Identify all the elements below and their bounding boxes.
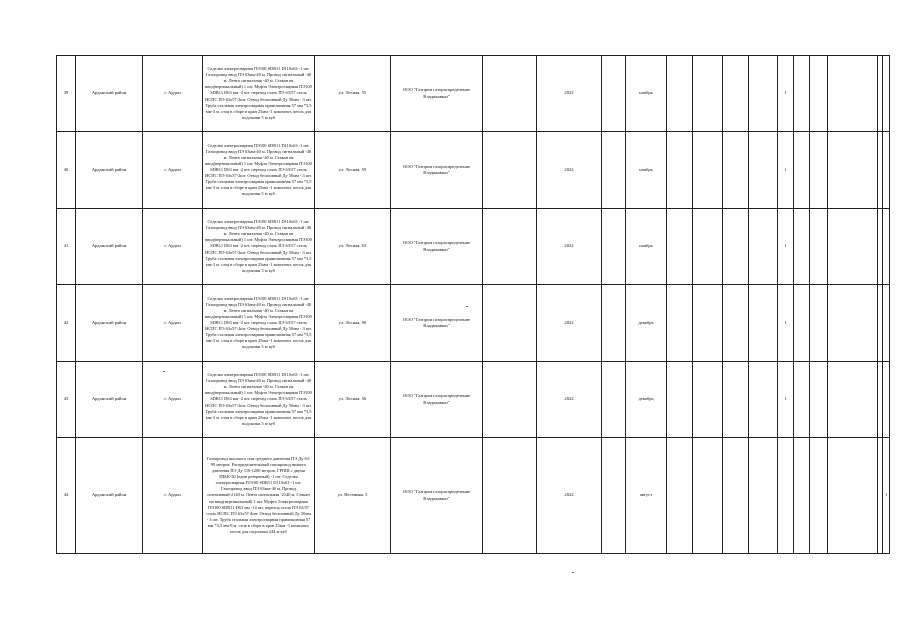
organization-cell: ООО "Газпром газораспределение Владикавказ": [391, 362, 483, 438]
count-cell: 1: [778, 362, 794, 438]
blank-cell: [602, 362, 626, 438]
district-cell: Ардонский район: [76, 132, 143, 209]
address-cell: ул. Лесная, 56: [315, 362, 391, 438]
count-cell: [810, 209, 828, 285]
count-cell: [883, 285, 890, 362]
count-cell: [667, 209, 693, 285]
count-cell: [693, 209, 723, 285]
row-number-cell: 44: [57, 438, 76, 554]
scan-speck: [466, 306, 468, 307]
count-cell: [723, 132, 749, 209]
month-cell: декабрь: [626, 362, 667, 438]
count-cell: [723, 209, 749, 285]
count-cell: [693, 362, 723, 438]
address-cell: ул. Лесная, 90: [315, 285, 391, 362]
count-cell: [693, 56, 723, 132]
count-cell: [723, 362, 749, 438]
count-cell: [749, 438, 778, 554]
count-cell: [778, 438, 794, 554]
work-description-cell: Седелка электросварная ПЭ100 SDR11 D110х63 -1 шт. Газопровод ввод ПЭ 63мм-40 м. Провод сигнальный -40 м. Лента сигнальная -40 м. Стакан на ввод(вертикальный) 1 шт. Муфта Электросварная ПЭ100 SDR11 D63 мм -2 шт. переход сталь ПЭ 63/57 сталь НСПС ПЭ 63х57-2шт. Отвод бесшовный Ду 50мм - 3 шт. Труба стальная электросварная прямошовная 57 мм *3,5 мм-3 м. стоя в сборе в кран 25мм -1 комплект, песок для подсыпки 5 м куб: [203, 132, 315, 209]
count-cell: [810, 438, 828, 554]
address-cell: ул. Лесная, 63: [315, 209, 391, 285]
count-cell: [794, 438, 810, 554]
count-cell: [667, 56, 693, 132]
count-cell: [810, 56, 828, 132]
work-description-cell: Газопровод высокого или среднего давления ПЭ Ду 63- 99 метров. Распределительный газопровод низкого давления ПЭ Ду 110-1200 метров. ГРПШ с двумя РДБК-50 (один резервный) -1 шт. Седелка электросварная ПЭ100 SDR11 D110х63 -1 шт. Газопровод ввод ПЭ 63мм-40 м. Провод сигнальный-2140 м. Лента сигнальная -2140 м. Стакан на ввод(вертикальный) 1 шт. Муфта Электросварная ПЭ100 SDR11 D63 мм -14 шт. переход сталь ПЭ 63/57 сталь НСПС ПЭ 63х57-4шт. Отвод бесшовный Ду 50мм - 3 шт. Труба стальная электросварная прямошовная 57 мм *3,5 мм-9 м. стоя в сборе в кран 25мм -1 комплект, песок для подсыпки 244 м куб: [203, 438, 315, 554]
row-number-cell: 40: [57, 132, 76, 209]
year-cell: 2022: [537, 438, 602, 554]
count-cell: [810, 285, 828, 362]
scan-speck: [163, 371, 165, 372]
count-cell: [749, 209, 778, 285]
count-cell: [749, 132, 778, 209]
blank-cell: [602, 132, 626, 209]
count-cell: 1: [778, 209, 794, 285]
work-description-cell: Седелка электросварная ПЭ100 SDR11 D110х63 -1 шт. Газопровод ввод ПЭ 63мм-40 м. Провод сигнальный -40 м. Лента сигнальная -40 м. Стакан на ввод(вертикальный) 1 шт. Муфта Электросварная ПЭ100 SDR11 D63 мм -2 шт. переход сталь ПЭ 63/57 сталь НСПС ПЭ 63х57-2шт. Отвод бесшовный Ду 50мм - 3 шт. Труба стальная электросварная прямошовная 57 мм *3,5 мм-3 м. стоя в сборе в кран 25мм -1 комплект, песок для подсыпки 5 м куб: [203, 362, 315, 438]
row-number-cell: 42: [57, 285, 76, 362]
year-cell: 2022: [537, 132, 602, 209]
count-cell: 1: [778, 56, 794, 132]
blank-cell: [483, 56, 537, 132]
count-cell: [693, 132, 723, 209]
count-cell: [723, 285, 749, 362]
count-cell: [810, 132, 828, 209]
row-number-cell: 39: [57, 56, 76, 132]
count-cell: [828, 56, 878, 132]
month-cell: август: [626, 438, 667, 554]
count-cell: [723, 438, 749, 554]
count-cell: 1: [778, 132, 794, 209]
district-cell: Ардонский район: [76, 209, 143, 285]
count-cell: [749, 362, 778, 438]
count-cell: [828, 285, 878, 362]
blank-cell: [602, 56, 626, 132]
count-cell: [794, 209, 810, 285]
row-number-cell: 41: [57, 209, 76, 285]
address-cell: ул. Лесная, 59: [315, 132, 391, 209]
work-description-cell: Седелка электросварная ПЭ100 SDR11 D110х63 -1 шт. Газопровод ввод ПЭ 63мм-40 м. Провод сигнальный -40 м. Лента сигнальная -40 м. Стакан на ввод(вертикальный) 1 шт. Муфта Электросварная ПЭ100 SDR11 D63 мм -2 шт. переход сталь ПЭ 63/57 сталь НСПС ПЭ 63х57-2шт. Отвод бесшовный Ду 50мм - 3 шт. Труба стальная электросварная прямошовная 57 мм *3,5 мм-3 м. стоя в сборе в кран 25мм -1 комплект, песок для подсыпки 5 м куб: [203, 285, 315, 362]
count-cell: [794, 132, 810, 209]
table-row: [57, 362, 890, 438]
table-row: [57, 438, 890, 554]
blank-cell: [602, 285, 626, 362]
count-cell: 1: [883, 438, 890, 554]
city-cell: г. Ардон: [143, 438, 203, 554]
count-cell: [667, 285, 693, 362]
table-row: [57, 132, 890, 209]
district-cell: Ардонский район: [76, 285, 143, 362]
count-cell: [828, 438, 878, 554]
blank-cell: [602, 438, 626, 554]
count-cell: [794, 285, 810, 362]
count-cell: [794, 362, 810, 438]
scan-speck: [572, 572, 574, 573]
year-cell: 2022: [537, 362, 602, 438]
blank-cell: [483, 362, 537, 438]
address-cell: ул. Лесная, 55: [315, 56, 391, 132]
district-cell: Ардонский район: [76, 362, 143, 438]
table-row: [57, 285, 890, 362]
city-cell: г. Ардон: [143, 56, 203, 132]
organization-cell: ООО "Газпром газораспределение Владикавказ": [391, 209, 483, 285]
count-cell: [810, 362, 828, 438]
count-cell: [883, 362, 890, 438]
count-cell: [667, 132, 693, 209]
count-cell: [749, 56, 778, 132]
count-cell: [883, 56, 890, 132]
row-number-cell: 43: [57, 362, 76, 438]
work-description-cell: Седелка электросварная ПЭ100 SDR11 D110х63 -1 шт. Газопровод ввод ПЭ 63мм-40 м. Провод сигнальный -40 м. Лента сигнальная -40 м. Стакан на ввод(вертикальный) 1 шт. Муфта Электросварная ПЭ100 SDR11 D63 мм -2 шт. переход сталь ПЭ 63/57 сталь НСПС ПЭ 63х57-2шт. Отвод бесшовный Ду 50мм - 3 шт. Труба стальная электросварная прямошовная 57 мм *3,5 мм-3 м. стоя в сборе в кран 25мм -1 комплект, песок для подсыпки 5 м куб: [203, 56, 315, 132]
blank-cell: [483, 209, 537, 285]
organization-cell: ООО "Газпром газораспределение Владикавказ": [391, 285, 483, 362]
city-cell: г. Ардон: [143, 285, 203, 362]
count-cell: [693, 438, 723, 554]
month-cell: ноябрь: [626, 56, 667, 132]
count-cell: [667, 362, 693, 438]
table-row: [57, 209, 890, 285]
works-table: [56, 55, 890, 554]
count-cell: [794, 56, 810, 132]
city-cell: г. Ардон: [143, 132, 203, 209]
count-cell: [749, 285, 778, 362]
month-cell: ноябрь: [626, 132, 667, 209]
count-cell: [883, 209, 890, 285]
address-cell: ул. Весенняя, 5: [315, 438, 391, 554]
work-description-cell: Седелка электросварная ПЭ100 SDR11 D110х63 -1 шт. Газопровод ввод ПЭ 63мм-40 м. Провод сигнальный -40 м. Лента сигнальная -40 м. Стакан на ввод(вертикальный) 1 шт. Муфта Электросварная ПЭ100 SDR11 D63 мм -2 шт. переход сталь ПЭ 63/57 сталь НСПС ПЭ 63х57-2шт. Отвод бесшовный Ду 50мм - 3 шт. Труба стальная электросварная прямошовная 57 мм *3,5 мм-3 м. стоя в сборе в кран 25мм -1 комплект, песок для подсыпки 5 м куб: [203, 209, 315, 285]
organization-cell: ООО "Газпром газораспределение Владикавказ": [391, 438, 483, 554]
count-cell: [828, 209, 878, 285]
blank-cell: [483, 132, 537, 209]
count-cell: [828, 362, 878, 438]
year-cell: 2022: [537, 209, 602, 285]
blank-cell: [483, 285, 537, 362]
year-cell: 2022: [537, 56, 602, 132]
count-cell: [828, 132, 878, 209]
organization-cell: ООО "Газпром газораспределение Владикавказ": [391, 132, 483, 209]
month-cell: декабрь: [626, 285, 667, 362]
district-cell: Ардонский район: [76, 438, 143, 554]
organization-cell: ООО "Газпром газораспределение Владикавказ": [391, 56, 483, 132]
city-cell: г. Ардон: [143, 362, 203, 438]
blank-cell: [483, 438, 537, 554]
count-cell: [723, 56, 749, 132]
city-cell: г. Ардон: [143, 209, 203, 285]
count-cell: [693, 285, 723, 362]
count-cell: 1: [778, 285, 794, 362]
blank-cell: [602, 209, 626, 285]
count-cell: [667, 438, 693, 554]
year-cell: 2022: [537, 285, 602, 362]
month-cell: ноябрь: [626, 209, 667, 285]
district-cell: Ардонский район: [76, 56, 143, 132]
count-cell: [883, 132, 890, 209]
table-row: [57, 56, 890, 132]
